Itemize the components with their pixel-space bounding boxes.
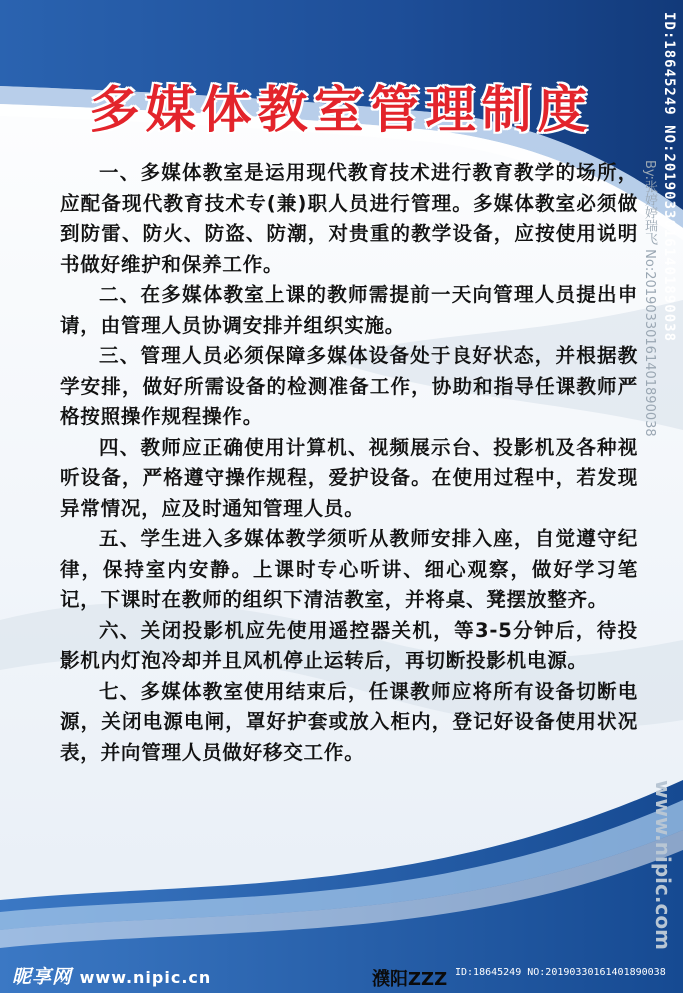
rule-1: 一、多媒体教室是运用现代教育技术进行教育教学的场所，应配备现代教育技术专(兼)职人员进行管理。多媒体教室必须做到防雷、防火、防盗、防潮，对贵重的教学设备，应按使用说明书做好维护和保养工作。 [60,161,638,276]
rules-body [60,158,638,768]
rule-4: 四、教师应正确使用计算机、视频展示台、投影机及各种视听设备，严格遵守操作规程，爱护设备。在使用过程中，若发现异常情况，应及时通知管理人员。 [60,435,638,520]
watermark-url: www.nipic.cn [79,968,212,987]
rule-7: 七、多媒体教室使用结束后，任课教师应将所有设备切断电源，关闭电源电闸，罩好护套或放入柜内，登记好设备使用状况表，并向管理人员做好移交工作。 [60,679,638,764]
footer-signature: 濮阳ZZZ [372,969,448,990]
watermark-logo [12,962,211,989]
watermark-logo-name: 昵享网 [12,966,73,988]
page-title: 多媒体教室管理制度 [89,80,594,139]
watermark-side-number: ID:18645249 NO:20190330161401890038 [661,12,677,343]
watermark-side-site: www.nipic.com [651,780,675,950]
watermark-side-text: By:张婷婷瑞飞 No:20190330161401890038 [642,160,657,437]
rule-5: 五、学生进入多媒体教学须听从教师安排入座，自觉遵守纪律，保持室内安静。上课时专心听讲、细心观察，做好学习笔记，下课时在教师的组织下清洁教室，并将桌、凳摆放整齐。 [60,527,638,611]
rule-3: 三、管理人员必须保障多媒体设备处于良好状态，并根据教学安排，做好所需设备的检测准备工作，协助和指导任课教师严格按照操作规程操作。 [60,344,638,428]
rule-6: 六、关闭投影机应先使用遥控器关机，等3-5分钟后，待投影机内灯泡冷却并且风机停止运转后，再切断投影机电源。 [60,618,638,672]
rule-2: 二、在多媒体教室上课的教师需提前一天向管理人员提出申请，由管理人员协调安排并组织实施。 [60,283,638,337]
watermark-id-line: ID:18645249 NO:20190330161401890038 [455,967,666,978]
